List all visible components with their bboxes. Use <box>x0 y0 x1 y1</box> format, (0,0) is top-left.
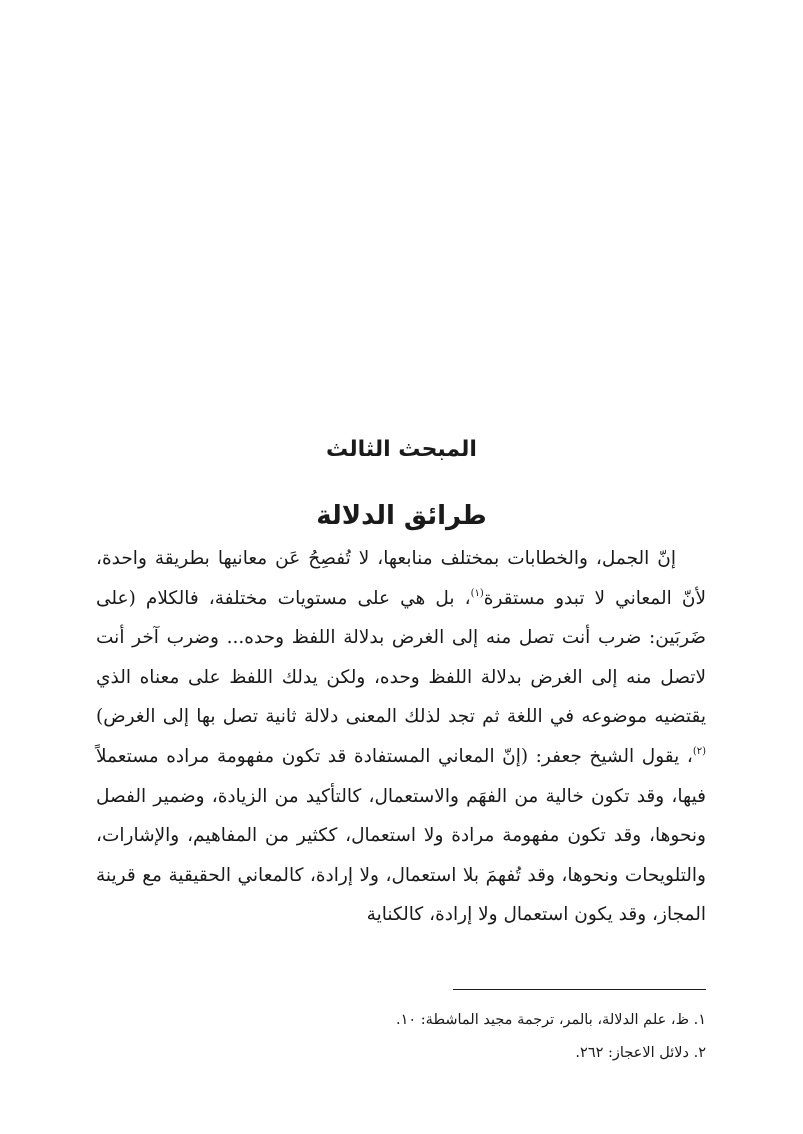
footnotes-list <box>96 1004 706 1070</box>
paragraph-part-3: ، يقول الشيخ جعفر: (إنّ المعاني المستفادة قد تكون مفهومة مراده مستعملاً فيها، وقد تكون خالية من الفهَم والاستعمال، كالتأكيد من الزيادة، وضمير الفصل ونحوها، وقد تكون مفهومة مرادة ولا استعمال، ككثير من المفاهيم، والإشارات، والتلويحات ونحوها، وقد تُفهمَ بلا استعمال، ولا إرادة، كالمعاني الحقيقية مع قرينة المجاز، وقد يكون استعمال ولا إرادة، كالكناية <box>96 745 706 926</box>
section-title: طرائق الدلالة <box>316 501 487 531</box>
body-text <box>96 539 706 935</box>
footnote-separator <box>453 989 706 990</box>
paragraph-part-1: إنّ الجمل، والخطابات بمختلف منابعها، لا تُفصِحُ عَن معانيها بطريقة واحدة، لأنّ المعاني لا تبدو مستقرة <box>96 548 706 609</box>
footnote-item: ٢. دلائل الاعجاز: ٢٦٢. <box>575 1045 706 1061</box>
footnote-ref-1[interactable]: (١) <box>470 587 484 599</box>
body-paragraph <box>96 539 706 935</box>
footnote-item: ١. ظ، علم الدلالة، بالمر، ترجمة مجيد الماشطة: ١٠. <box>395 1012 706 1028</box>
footnote-ref-2[interactable]: (٢) <box>692 745 706 757</box>
paragraph-part-2: ، بل هي على مستويات مختلفة، فالكلام (على ضَربَين: ضرب أنت تصل منه إلى الغرض بدلالة اللفظ وحده... وضرب آخر أنت لاتصل منه إلى الغرض بدلالة اللفظ وحده، ولكن يدلك اللفظ على معناه الذي يقتضيه موضوعه في اللغة ثم تجد لذلك المعنى دلالة ثانية تصل بها إلى الغرض) <box>96 587 706 728</box>
section-heading: المبحث الثالث <box>326 437 477 462</box>
